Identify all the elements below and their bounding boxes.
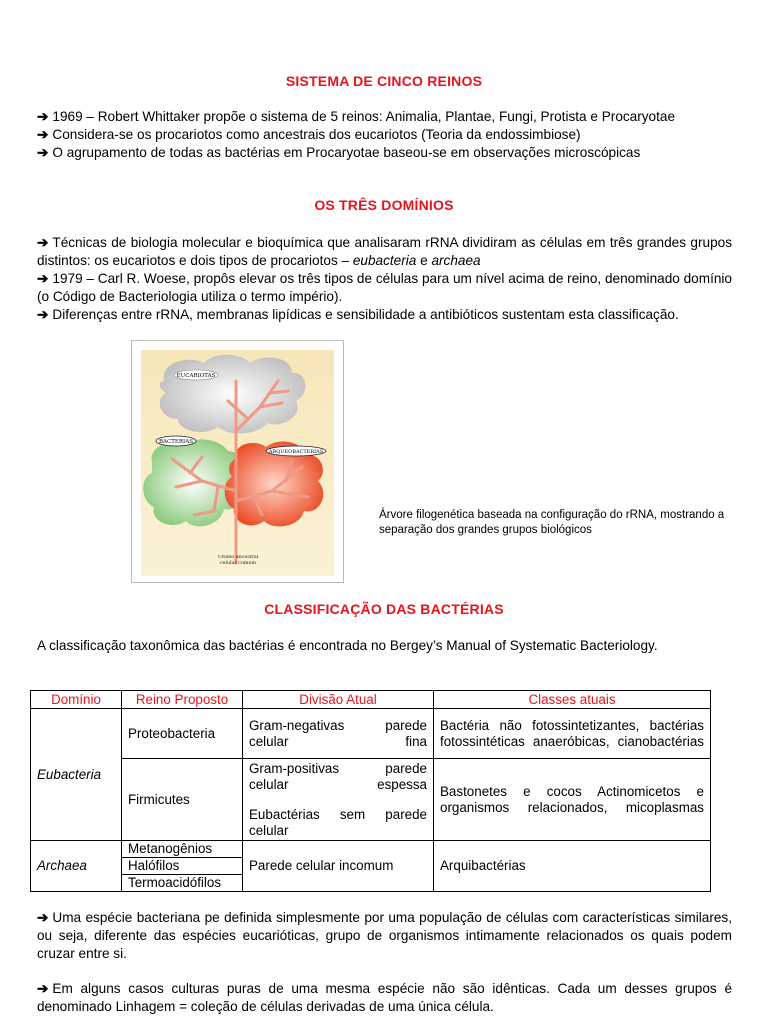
label-bacterias: BACTERIAS: [159, 439, 193, 445]
arrow-icon: ➔: [37, 235, 49, 250]
bullet-text: 1979 – Carl R. Woese, propôs elevar os três tipos de células para um nível acima de reino, denominado domínio (o Código de Bacteriologia utiliza o termo império).: [37, 271, 732, 304]
phylogenetic-tree-image: [132, 341, 343, 582]
conjunction: e: [416, 253, 432, 268]
cell-firmicutes: Firmicutes: [122, 759, 243, 841]
section-title-cinco-reinos: SISTEMA DE CINCO REINOS: [285, 73, 483, 89]
cell-proteo-divisao: Gram-negativas parede celular fina: [243, 709, 434, 759]
paragraph-text: Em alguns casos culturas puras de uma mesma espécie não são idênticas. Cada um desses grupos é denominado Linhagem = coleção de células derivadas de uma única célula.: [37, 981, 732, 1014]
bullet-item: [37, 270, 732, 306]
label-eucariotas: EUCARIOTAS: [176, 373, 216, 379]
section-title-tres-dominios: OS TRÊS DOMÍNIOS: [314, 197, 454, 213]
cell-termoacidofilos: Termoacidófilos: [122, 875, 243, 892]
cell-arch-divisao: Parede celular incomum: [243, 841, 434, 892]
bullet-text: Diferenças entre rRNA, membranas lipídicas e sensibilidade a antibióticos sustentam esta classificação.: [52, 307, 679, 322]
cell-firmi-divisao: [243, 759, 434, 841]
cell-archaea: Archaea: [31, 841, 122, 892]
cell-eubacteria: Eubacteria: [31, 709, 122, 841]
section-title-classificacao: CLASSIFICAÇÃO DAS BACTÉRIAS: [264, 601, 504, 617]
cell-metanogenios: Metanogênios: [122, 841, 243, 858]
table-row: [31, 759, 711, 841]
label-root: Último ancestral celular comum: [217, 555, 259, 566]
arrow-icon: ➔: [37, 981, 49, 996]
arrow-icon: ➔: [37, 145, 49, 160]
header-divisao: Divisão Atual: [243, 691, 434, 709]
bullet-item: [37, 306, 732, 324]
header-reino: Reino Proposto: [122, 691, 243, 709]
bullet-item: [37, 144, 732, 162]
term-eubacteria: eubacteria: [352, 253, 417, 268]
cell-arch-classes: Arquibactérias: [434, 841, 711, 892]
arrow-icon: ➔: [37, 307, 49, 322]
paragraph-linhagem: [37, 980, 732, 1016]
cell-halofilos: Halófilos: [122, 858, 243, 875]
eucariotas-cloud: [160, 355, 306, 434]
label-arqueobacterias: ARQUEOBACTERIAS: [268, 449, 324, 455]
table-row: [31, 841, 711, 858]
arrow-icon: ➔: [37, 127, 49, 142]
bullet-item: [37, 126, 732, 144]
spacer: [249, 793, 427, 807]
cell-proteobacteria: Proteobacteria: [122, 709, 243, 759]
table-row: [31, 709, 711, 759]
cell-proteo-classes: Bactéria não fotossintetizantes, bactérias fotossintéticas anaeróbicas, cianobactérias: [434, 709, 711, 759]
figure-caption: Árvore filogenética baseada na configuração do rRNA, mostrando a separação dos grandes grupos biológicos: [379, 509, 725, 536]
cinco-reinos-bullets: [37, 108, 732, 162]
bullet-item: [37, 108, 732, 126]
label-root-wrap: [210, 555, 266, 575]
header-classes: Classes atuais: [434, 691, 711, 709]
classification-table: [30, 690, 711, 892]
bullet-text: Considera-se os procariotos como ancestrais dos eucariotos (Teoria da endossimbiose): [52, 127, 581, 142]
classificacao-intro: A classificação taxonômica das bactérias é encontrada no Bergey’s Manual of Systematic Bacteriology.: [37, 638, 658, 653]
arrow-icon: ➔: [37, 910, 49, 925]
term-archaea: archaea: [431, 253, 481, 268]
bullet-text: O agrupamento de todas as bactérias em Procaryotae baseou-se em observações microscópicas: [52, 145, 641, 160]
arrow-icon: ➔: [37, 109, 49, 124]
table-header-row: [31, 691, 711, 709]
firmi-divisao-1: Gram-positivas parede celular espessa: [249, 760, 427, 792]
cell-firmi-classes: Bastonetes e cocos Actinomicetos e organismos relacionados, micoplasmas: [434, 759, 711, 841]
phylogenetic-tree-figure: [131, 340, 344, 583]
arrow-icon: ➔: [37, 271, 49, 286]
bullet-text: 1969 – Robert Whittaker propõe o sistema de 5 reinos: Animalia, Plantae, Fungi, Protista e Procaryotae: [52, 109, 676, 124]
bullet-item: [37, 234, 732, 270]
firmi-divisao-2: Eubactérias sem parede celular: [249, 806, 427, 838]
bullet-text: Técnicas de biologia molecular e bioquímica que analisaram rRNA dividiram as células em três grandes grupos distintos: os eucariotos e dois tipos de procariotos –: [37, 235, 732, 268]
tres-dominios-bullets: [37, 234, 732, 324]
paragraph-especie: [37, 909, 732, 963]
paragraph-text: Uma espécie bacteriana pe definida simplesmente por uma população de células com características similares, ou seja, diferente das espécies eucarióticas, grupo de organismos intimamente relacionados os quais podem cruzar entre si.: [37, 910, 732, 961]
header-dominio: Domínio: [31, 691, 122, 709]
